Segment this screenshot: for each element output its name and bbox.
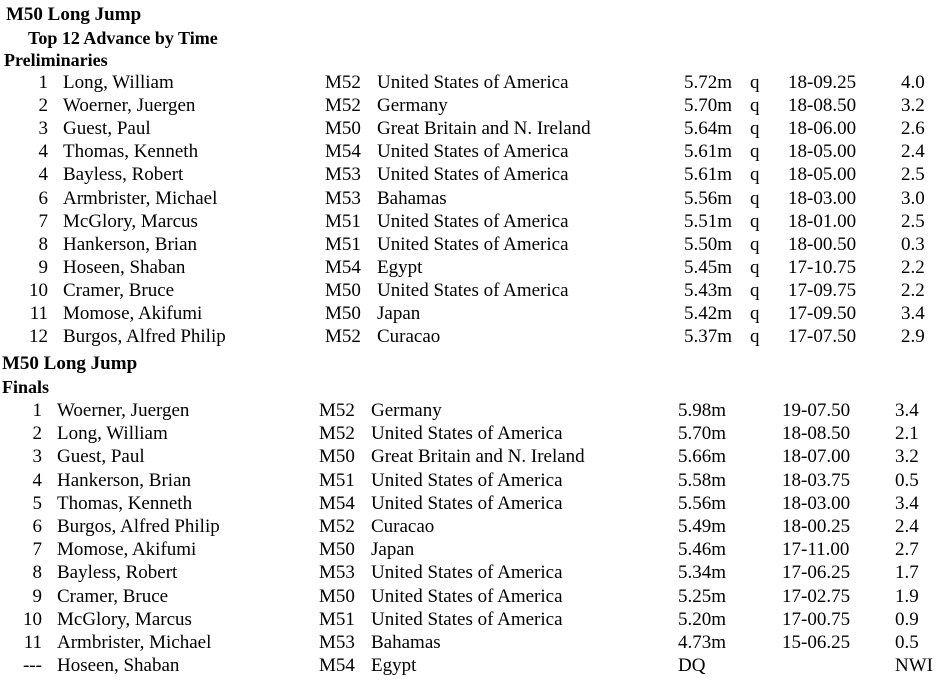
- table-row: [0, 538, 936, 561]
- wind-cell: 2.4: [895, 516, 919, 537]
- qualifier-cell: q: [750, 326, 760, 348]
- athlete-name-cell: Guest, Paul: [63, 118, 151, 140]
- team-cell: United States of America: [371, 608, 563, 630]
- athlete-name-cell: Long, William: [57, 423, 168, 445]
- team-cell: United States of America: [371, 562, 563, 584]
- imperial-mark-cell: 17-11.00: [782, 539, 850, 561]
- table-row: [0, 561, 936, 584]
- mark-cell: 5.70m: [678, 423, 727, 445]
- athlete-name-cell: McGlory, Marcus: [63, 210, 198, 232]
- place-cell: 11: [23, 632, 42, 653]
- imperial-mark-cell: 18-08.50: [782, 423, 851, 445]
- mark-cell: 5.45m: [684, 256, 733, 278]
- imperial-mark-cell: 18-07.00: [782, 446, 851, 468]
- imperial-mark-cell: 18-00.50: [788, 233, 857, 255]
- age-group-cell: M52: [319, 400, 355, 421]
- mark-cell: 5.46m: [678, 539, 727, 561]
- athlete-name-cell: Hoseen, Shaban: [57, 655, 180, 677]
- wind-cell: 2.2: [901, 279, 925, 301]
- team-cell: Bahamas: [377, 187, 447, 209]
- table-row: [0, 585, 936, 608]
- age-group-cell: M54: [325, 256, 361, 278]
- athlete-name-cell: Hankerson, Brian: [57, 469, 192, 491]
- qualifier-cell: q: [750, 210, 760, 232]
- athlete-name-cell: Burgos, Alfred Philip: [57, 516, 220, 537]
- mark-cell: 4.73m: [678, 632, 727, 653]
- team-cell: United States of America: [371, 585, 563, 607]
- prelim-section-label: Preliminaries: [4, 50, 108, 70]
- finals-section-label: Finals: [2, 377, 50, 397]
- place-cell: 2: [38, 95, 48, 117]
- table-row: [0, 187, 936, 210]
- place-cell: 4: [38, 164, 48, 186]
- team-cell: Germany: [371, 400, 442, 421]
- table-row: [0, 279, 936, 302]
- age-group-cell: M53: [319, 562, 355, 584]
- team-cell: Bahamas: [371, 632, 441, 653]
- wind-cell: 2.5: [901, 210, 925, 232]
- imperial-mark-cell: 19-07.50: [782, 400, 851, 421]
- athlete-name-cell: Momose, Akifumi: [57, 539, 197, 561]
- imperial-mark-cell: 18-00.25: [782, 516, 851, 537]
- age-group-cell: M51: [319, 608, 355, 630]
- age-group-cell: M53: [325, 187, 361, 209]
- table-row: [0, 140, 936, 163]
- mark-cell: 5.56m: [678, 492, 727, 514]
- place-cell: 4: [38, 141, 48, 163]
- table-row: [0, 325, 936, 348]
- mark-cell: 5.98m: [678, 400, 727, 421]
- mark-cell: 5.61m: [684, 164, 733, 186]
- team-cell: Egypt: [371, 655, 417, 677]
- qualifier-cell: q: [750, 118, 760, 140]
- team-cell: Curacao: [371, 516, 435, 537]
- wind-cell: 1.9: [895, 585, 919, 607]
- age-group-cell: M53: [319, 632, 355, 653]
- mark-cell: 5.66m: [678, 446, 727, 468]
- team-cell: United States of America: [377, 72, 569, 93]
- age-group-cell: M50: [319, 539, 355, 561]
- prelim-title: M50 Long Jump: [6, 4, 142, 25]
- table-row: [0, 422, 936, 445]
- team-cell: United States of America: [377, 164, 569, 186]
- age-group-cell: M51: [319, 469, 355, 491]
- place-cell: 7: [38, 210, 48, 232]
- qualifier-cell: q: [750, 233, 760, 255]
- table-row: [0, 608, 936, 631]
- imperial-mark-cell: 15-06.25: [782, 632, 851, 653]
- table-row: [0, 302, 936, 325]
- age-group-cell: M54: [319, 492, 355, 514]
- mark-cell: 5.70m: [684, 95, 733, 117]
- place-cell: 12: [29, 326, 48, 348]
- qualifier-cell: q: [750, 303, 760, 324]
- imperial-mark-cell: 17-09.75: [788, 279, 857, 301]
- wind-cell: 0.9: [895, 608, 919, 630]
- age-group-cell: M52: [325, 95, 361, 117]
- age-group-cell: M54: [319, 655, 355, 677]
- mark-cell: 5.25m: [678, 585, 727, 607]
- qualifier-cell: q: [750, 164, 760, 186]
- table-row: [0, 71, 936, 94]
- table-row: [0, 469, 936, 492]
- place-cell: ---: [23, 655, 42, 677]
- place-cell: 3: [32, 446, 42, 468]
- wind-cell: 3.4: [901, 303, 925, 324]
- qualifier-cell: q: [750, 72, 760, 93]
- wind-cell: 3.2: [895, 446, 919, 468]
- age-group-cell: M53: [325, 164, 361, 186]
- athlete-name-cell: Cramer, Bruce: [63, 279, 175, 301]
- table-row: [0, 654, 936, 677]
- imperial-mark-cell: 17-07.50: [788, 326, 857, 348]
- imperial-mark-cell: 17-02.75: [782, 585, 851, 607]
- team-cell: Curacao: [377, 326, 441, 348]
- team-cell: United States of America: [371, 492, 563, 514]
- age-group-cell: M54: [325, 141, 361, 163]
- imperial-mark-cell: 17-00.75: [782, 608, 851, 630]
- age-group-cell: M52: [319, 423, 355, 445]
- team-cell: Japan: [377, 303, 421, 324]
- place-cell: 11: [29, 303, 48, 324]
- athlete-name-cell: McGlory, Marcus: [57, 608, 192, 630]
- wind-cell: 2.9: [901, 326, 925, 348]
- imperial-mark-cell: 18-05.00: [788, 141, 857, 163]
- wind-cell: 2.2: [901, 256, 925, 278]
- imperial-mark-cell: 18-03.75: [782, 469, 851, 491]
- wind-cell: 3.4: [895, 400, 919, 421]
- athlete-name-cell: Thomas, Kenneth: [57, 492, 193, 514]
- athlete-name-cell: Cramer, Bruce: [57, 585, 169, 607]
- table-row: [0, 210, 936, 233]
- imperial-mark-cell: 18-03.00: [782, 492, 851, 514]
- imperial-mark-cell: 17-06.25: [782, 562, 851, 584]
- wind-cell: 3.4: [895, 492, 919, 514]
- team-cell: Great Britain and N. Ireland: [377, 118, 591, 140]
- wind-cell: 1.7: [895, 562, 919, 584]
- place-cell: 3: [38, 118, 48, 140]
- athlete-name-cell: Hoseen, Shaban: [63, 256, 186, 278]
- place-cell: 6: [38, 187, 48, 209]
- mark-cell: 5.37m: [684, 326, 733, 348]
- place-cell: 8: [32, 562, 42, 584]
- age-group-cell: M50: [319, 585, 355, 607]
- mark-cell: 5.51m: [684, 210, 733, 232]
- table-row: [0, 94, 936, 117]
- wind-cell: 0.5: [895, 632, 919, 653]
- team-cell: United States of America: [377, 210, 569, 232]
- wind-cell: 2.1: [895, 423, 919, 445]
- qualifier-cell: q: [750, 141, 760, 163]
- team-cell: United States of America: [371, 423, 563, 445]
- team-cell: Great Britain and N. Ireland: [371, 446, 585, 468]
- athlete-name-cell: Bayless, Robert: [63, 164, 184, 186]
- wind-cell: 0.5: [895, 469, 919, 491]
- wind-cell: 3.0: [901, 187, 925, 209]
- imperial-mark-cell: 18-01.00: [788, 210, 857, 232]
- mark-cell: 5.58m: [678, 469, 727, 491]
- mark-cell: 5.43m: [684, 279, 733, 301]
- mark-cell: 5.34m: [678, 562, 727, 584]
- wind-cell: 0.3: [901, 233, 925, 255]
- table-row: [0, 117, 936, 140]
- qualifier-cell: q: [750, 279, 760, 301]
- team-cell: United States of America: [377, 279, 569, 301]
- place-cell: 5: [32, 492, 42, 514]
- imperial-mark-cell: 18-03.00: [788, 187, 857, 209]
- mark-cell: 5.42m: [684, 303, 733, 324]
- team-cell: Germany: [377, 95, 448, 117]
- athlete-name-cell: Long, William: [63, 72, 174, 93]
- mark-cell: 5.61m: [684, 141, 733, 163]
- mark-cell: 5.64m: [684, 118, 733, 140]
- athlete-name-cell: Guest, Paul: [57, 446, 145, 468]
- imperial-mark-cell: 17-09.50: [788, 303, 857, 324]
- place-cell: 9: [32, 585, 42, 607]
- place-cell: 1: [32, 400, 42, 421]
- finals-title: M50 Long Jump: [2, 353, 138, 374]
- table-row: [0, 163, 936, 186]
- mark-cell: 5.50m: [684, 233, 733, 255]
- imperial-mark-cell: 18-09.25: [788, 72, 857, 93]
- qualifier-cell: q: [750, 256, 760, 278]
- age-group-cell: M50: [325, 303, 361, 324]
- table-row: [0, 631, 936, 654]
- age-group-cell: M52: [325, 326, 361, 348]
- age-group-cell: M50: [325, 279, 361, 301]
- team-cell: United States of America: [377, 233, 569, 255]
- qualifier-cell: q: [750, 95, 760, 117]
- athlete-name-cell: Armbrister, Michael: [57, 632, 212, 653]
- place-cell: 8: [38, 233, 48, 255]
- mark-cell: 5.72m: [684, 72, 733, 93]
- mark-cell: 5.49m: [678, 516, 727, 537]
- athlete-name-cell: Hankerson, Brian: [63, 233, 198, 255]
- wind-cell: 2.7: [895, 539, 919, 561]
- qualifier-cell: q: [750, 187, 760, 209]
- athlete-name-cell: Woerner, Juergen: [57, 400, 190, 421]
- age-group-cell: M50: [325, 118, 361, 140]
- place-cell: 4: [32, 469, 42, 491]
- place-cell: 10: [29, 279, 48, 301]
- mark-cell: 5.20m: [678, 608, 727, 630]
- team-cell: United States of America: [377, 141, 569, 163]
- place-cell: 9: [38, 256, 48, 278]
- table-row: [0, 233, 936, 256]
- place-cell: 7: [32, 539, 42, 561]
- wind-cell: 4.0: [901, 72, 925, 93]
- table-row: [0, 256, 936, 279]
- team-cell: United States of America: [371, 469, 563, 491]
- table-row: [0, 445, 936, 468]
- prelim-subtitle: Top 12 Advance by Time: [28, 28, 218, 48]
- table-row: [0, 399, 936, 422]
- wind-cell: 2.6: [901, 118, 925, 140]
- age-group-cell: M52: [325, 72, 361, 93]
- athlete-name-cell: Bayless, Robert: [57, 562, 178, 584]
- age-group-cell: M51: [325, 210, 361, 232]
- imperial-mark-cell: 18-06.00: [788, 118, 857, 140]
- mark-cell: 5.56m: [684, 187, 733, 209]
- wind-cell: 3.2: [901, 95, 925, 117]
- athlete-name-cell: Thomas, Kenneth: [63, 141, 199, 163]
- wind-cell: 2.5: [901, 164, 925, 186]
- athlete-name-cell: Woerner, Juergen: [63, 95, 196, 117]
- age-group-cell: M50: [319, 446, 355, 468]
- place-cell: 2: [32, 423, 42, 445]
- place-cell: 6: [32, 516, 42, 537]
- mark-cell: DQ: [678, 655, 706, 677]
- age-group-cell: M52: [319, 516, 355, 537]
- team-cell: Japan: [371, 539, 415, 561]
- table-row: [0, 515, 936, 538]
- athlete-name-cell: Burgos, Alfred Philip: [63, 326, 226, 348]
- age-group-cell: M51: [325, 233, 361, 255]
- athlete-name-cell: Momose, Akifumi: [63, 303, 203, 324]
- team-cell: Egypt: [377, 256, 423, 278]
- place-cell: 10: [23, 608, 42, 630]
- wind-cell: 2.4: [901, 141, 925, 163]
- athlete-name-cell: Armbrister, Michael: [63, 187, 218, 209]
- imperial-mark-cell: 18-08.50: [788, 95, 857, 117]
- wind-cell: NWI: [895, 655, 933, 677]
- place-cell: 1: [38, 72, 48, 93]
- imperial-mark-cell: 17-10.75: [788, 256, 857, 278]
- table-row: [0, 492, 936, 515]
- imperial-mark-cell: 18-05.00: [788, 164, 857, 186]
